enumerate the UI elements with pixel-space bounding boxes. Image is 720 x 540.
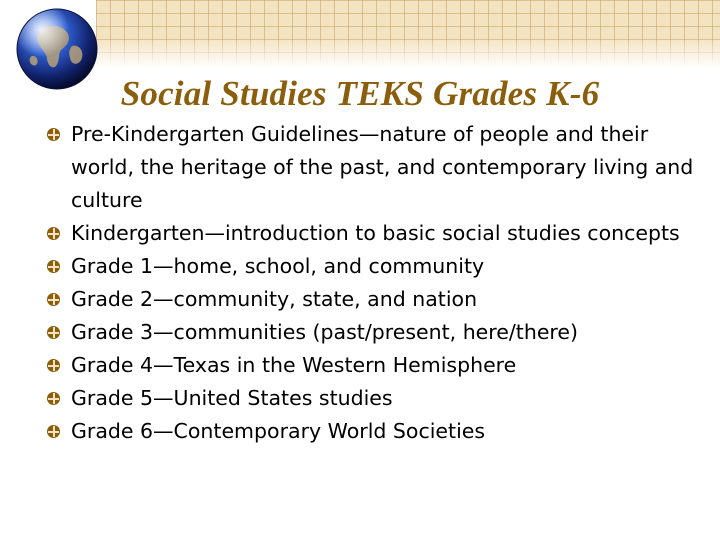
list-item — [44, 118, 704, 217]
list-item — [44, 250, 704, 283]
list-item-text: Grade 4—Texas in the Western Hemisphere — [71, 353, 517, 377]
list-item — [44, 316, 704, 349]
list-item — [44, 283, 704, 316]
bullet-icon — [47, 359, 60, 372]
list-item-text: Pre-Kindergarten Guidelines—nature of people and their world, the heritage of the past, and contemporary living and culture — [71, 122, 694, 212]
list-item-text: Grade 3—communities (past/present, here/there) — [71, 320, 579, 344]
bullet-icon — [47, 227, 60, 240]
bullet-icon — [47, 326, 60, 339]
list-item — [44, 349, 704, 382]
bullet-icon — [47, 128, 60, 141]
bullet-icon — [47, 293, 60, 306]
list-item — [44, 382, 704, 415]
bullet-icon — [47, 260, 60, 273]
slide-title: Social Studies TEKS Grades K-6 — [120, 74, 600, 113]
list-item-text: Kindergarten—introduction to basic social studies concepts — [71, 221, 680, 245]
bullet-icon — [47, 425, 60, 438]
list-item — [44, 415, 704, 448]
bullet-icon — [47, 392, 60, 405]
graph-paper-header-band — [96, 0, 720, 68]
list-item — [44, 217, 704, 250]
list-item-text: Grade 5—United States studies — [71, 386, 393, 410]
list-item-text: Grade 1—home, school, and community — [71, 254, 485, 278]
list-item-text: Grade 6—Contemporary World Societies — [71, 419, 486, 443]
list-item-text: Grade 2—community, state, and nation — [71, 287, 478, 311]
bullet-list — [44, 118, 704, 448]
